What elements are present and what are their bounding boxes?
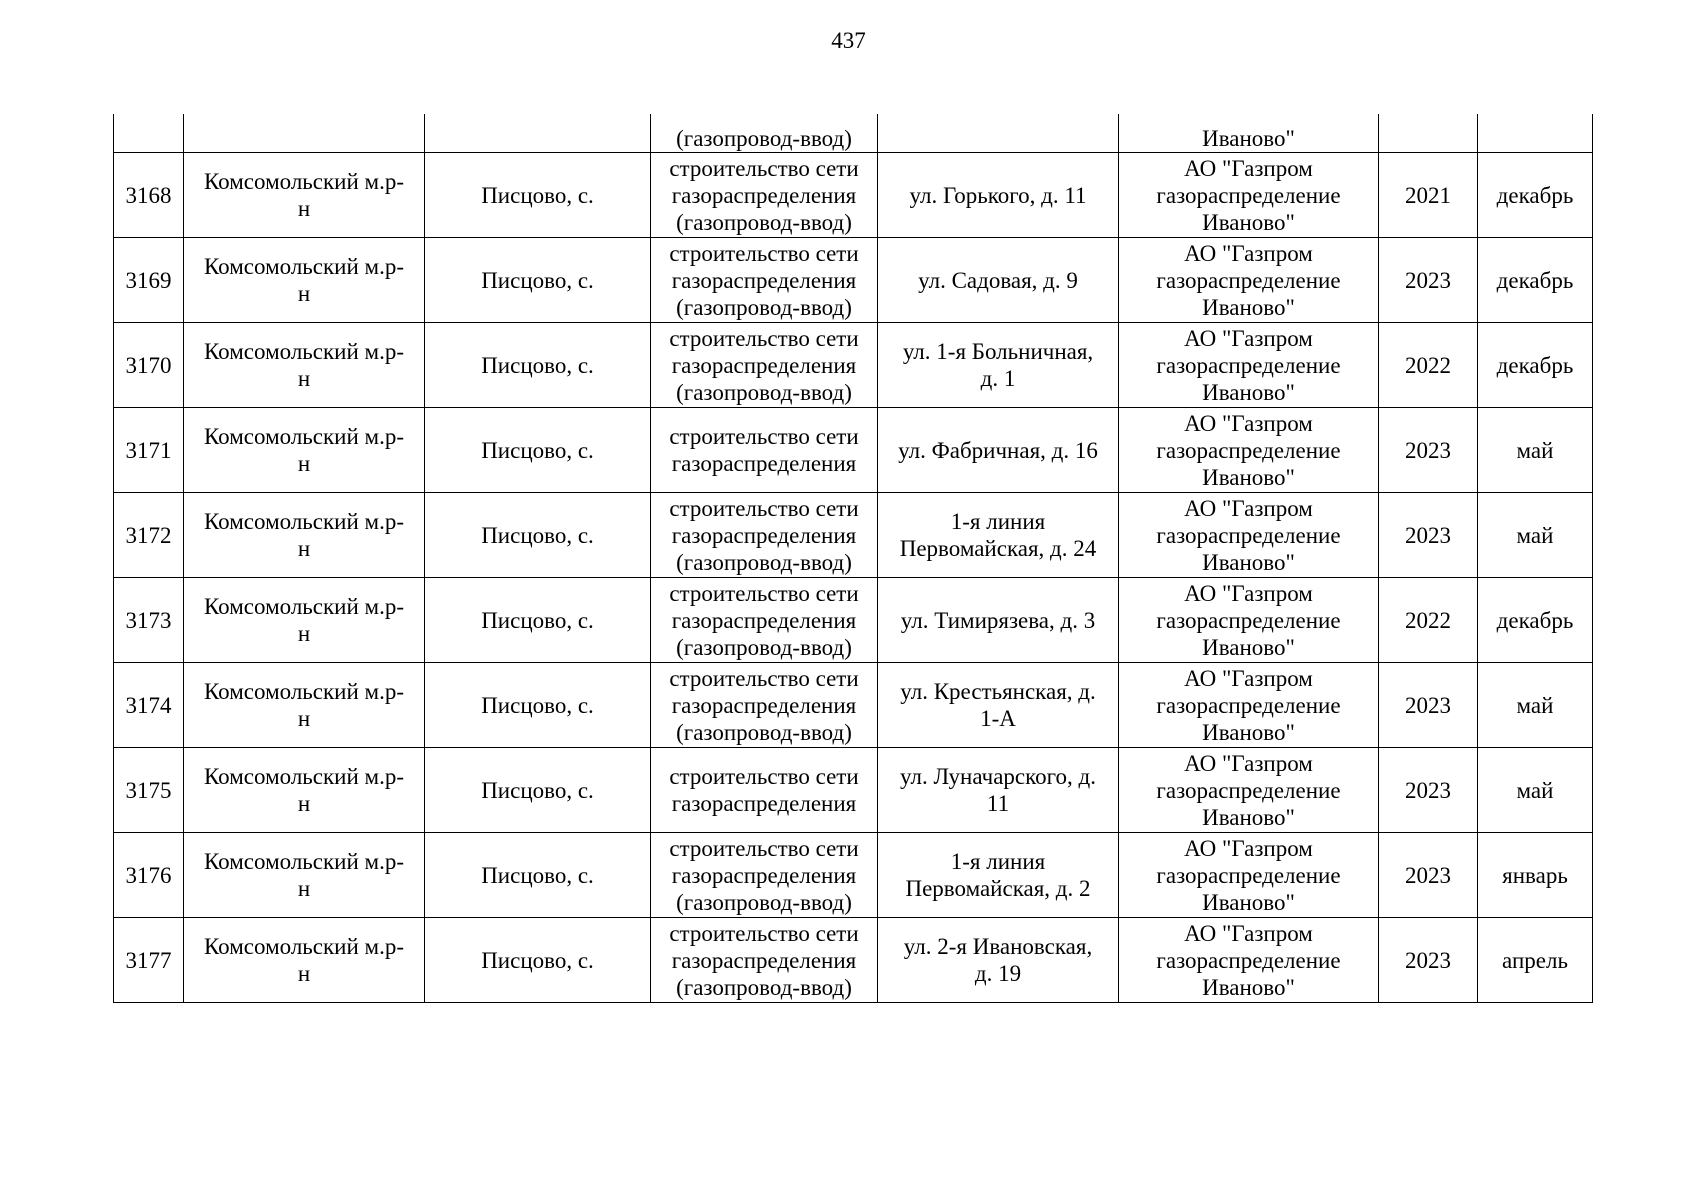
cell-org: [1119, 663, 1379, 748]
cell-district: [184, 493, 425, 578]
cell-address: [878, 153, 1119, 238]
cell-address: [878, 114, 1119, 153]
cell-district-line: н: [297, 791, 311, 816]
cell-district-line: н: [297, 706, 311, 731]
cell-district-line: н: [297, 536, 311, 561]
cell-locality: Писцово, с.: [425, 918, 651, 1003]
cell-org-line: газораспределение: [1156, 947, 1341, 973]
cell-work-line: строительство сети: [669, 240, 859, 266]
gas-distribution-table: [113, 114, 1593, 1003]
cell-org-line: Иваново": [1202, 549, 1295, 575]
cell-address-line: д. 19: [974, 961, 1022, 986]
cell-year: [1379, 114, 1478, 153]
cell-month: декабрь: [1478, 578, 1593, 663]
cell-locality: Писцово, с.: [425, 238, 651, 323]
cell-org: [1119, 238, 1379, 323]
cell-org-line: АО "Газпром: [1184, 240, 1313, 266]
cell-district: [184, 323, 425, 408]
cell-work-line: газораспределения: [671, 352, 857, 378]
cell-org-line: газораспределение: [1156, 352, 1341, 378]
cell-org-line: газораспределение: [1156, 692, 1341, 718]
table-row: [114, 748, 1593, 833]
cell-district-line: Комсомольский м.р-: [203, 849, 404, 874]
cell-district: [184, 578, 425, 663]
cell-district-line: н: [297, 876, 311, 901]
table-body: [114, 114, 1593, 1003]
cell-num: 3168: [114, 153, 184, 238]
cell-org-line: Иваново": [1202, 974, 1295, 1000]
cell-month: апрель: [1478, 918, 1593, 1003]
cell-num: 3175: [114, 748, 184, 833]
cell-district: [184, 748, 425, 833]
table-row: [114, 238, 1593, 323]
cell-org-line: газораспределение: [1156, 522, 1341, 548]
cell-district: [184, 663, 425, 748]
cell-work: [651, 663, 878, 748]
cell-org-line: АО "Газпром: [1184, 750, 1313, 776]
cell-work-line: газораспределения: [671, 947, 857, 973]
cell-num: 3170: [114, 323, 184, 408]
cell-address: [878, 238, 1119, 323]
cell-year: 2023: [1379, 238, 1478, 323]
cell-address-line: 1-я линия: [950, 509, 1046, 534]
cell-work-line: строительство сети: [669, 325, 859, 351]
cell-address-line: ул. Тимирязева, д. 3: [900, 607, 1096, 633]
cell-org-line: Иваново": [1202, 719, 1295, 745]
table-row: [114, 833, 1593, 918]
cell-work-line: (газопровод-ввод): [676, 294, 852, 320]
cell-month: январь: [1478, 833, 1593, 918]
cell-org-line: газораспределение: [1156, 267, 1341, 293]
cell-month: [1478, 114, 1593, 153]
cell-work-line: (газопровод-ввод): [676, 209, 852, 235]
cell-district-line: н: [297, 961, 311, 986]
cell-work: [651, 238, 878, 323]
cell-org: [1119, 748, 1379, 833]
cell-year: 2021: [1379, 153, 1478, 238]
cell-work-line: газораспределения: [671, 791, 857, 816]
cell-address-line: ул. Луначарского, д.: [900, 764, 1096, 789]
cell-district-line: Комсомольский м.р-: [203, 169, 404, 194]
cell-district: [184, 238, 425, 323]
cell-address-line: 1-А: [980, 706, 1016, 731]
cell-year: 2022: [1379, 323, 1478, 408]
cell-org-line: газораспределение: [1156, 777, 1341, 803]
cell-work-line: (газопровод-ввод): [676, 634, 852, 660]
cell-month: май: [1478, 663, 1593, 748]
cell-address-line: д. 1: [980, 366, 1016, 391]
cell-work-line: газораспределения: [671, 692, 857, 718]
cell-district-line: н: [297, 366, 311, 391]
cell-district-line: Комсомольский м.р-: [203, 594, 404, 619]
cell-work: [651, 578, 878, 663]
cell-locality: Писцово, с.: [425, 408, 651, 493]
cell-org: [1119, 833, 1379, 918]
cell-year: 2022: [1379, 578, 1478, 663]
cell-org-line: Иваново": [1202, 379, 1295, 405]
cell-address: [878, 493, 1119, 578]
cell-work: [651, 153, 878, 238]
cell-org-line: АО "Газпром: [1184, 325, 1313, 351]
cell-org-line: АО "Газпром: [1184, 495, 1313, 521]
cell-work: [651, 493, 878, 578]
table-row: [114, 153, 1593, 238]
cell-work-line: (газопровод-ввод): [676, 126, 852, 151]
cell-work-line: (газопровод-ввод): [676, 549, 852, 575]
page-number: 437: [831, 28, 866, 53]
cell-org-line: Иваново": [1202, 804, 1295, 830]
cell-locality: Писцово, с.: [425, 748, 651, 833]
cell-num: 3177: [114, 918, 184, 1003]
cell-address-line: ул. Горького, д. 11: [909, 182, 1087, 208]
cell-address-line: ул. Крестьянская, д.: [900, 679, 1096, 704]
cell-address-line: Первомайская, д. 24: [899, 536, 1097, 561]
cell-address-line: ул. 2-я Ивановская,: [903, 934, 1093, 959]
cell-locality: Писцово, с.: [425, 578, 651, 663]
cell-work-line: строительство сети: [669, 665, 859, 691]
cell-locality: Писцово, с.: [425, 663, 651, 748]
cell-address-line: ул. Фабричная, д. 16: [898, 437, 1098, 463]
cell-work-line: газораспределения: [671, 267, 857, 293]
cell-address: [878, 833, 1119, 918]
table-row: [114, 663, 1593, 748]
cell-work-line: строительство сети: [669, 155, 859, 181]
cell-org: [1119, 918, 1379, 1003]
cell-district-line: Комсомольский м.р-: [203, 339, 404, 364]
cell-org-line: газораспределение: [1156, 607, 1341, 633]
cell-address-line: ул. 1-я Больничная,: [902, 339, 1094, 364]
table-row: [114, 578, 1593, 663]
cell-district-line: Комсомольский м.р-: [203, 934, 404, 959]
cell-year: 2023: [1379, 663, 1478, 748]
table-row-continuation: [114, 114, 1593, 153]
cell-work-line: строительство сети: [669, 424, 859, 449]
cell-district-line: Комсомольский м.р-: [203, 509, 404, 534]
cell-org-line: газораспределение: [1156, 437, 1341, 463]
cell-address: [878, 663, 1119, 748]
cell-address: [878, 748, 1119, 833]
cell-org-line: АО "Газпром: [1184, 155, 1313, 181]
cell-num: 3169: [114, 238, 184, 323]
cell-year: 2023: [1379, 833, 1478, 918]
cell-org-line: газораспределение: [1156, 862, 1341, 888]
cell-num: 3174: [114, 663, 184, 748]
cell-district-line: н: [297, 451, 311, 476]
cell-work: [651, 833, 878, 918]
cell-year: 2023: [1379, 748, 1478, 833]
cell-locality: Писцово, с.: [425, 833, 651, 918]
cell-district: [184, 833, 425, 918]
cell-org-line: газораспределение: [1156, 182, 1341, 208]
cell-month: декабрь: [1478, 323, 1593, 408]
cell-address: [878, 578, 1119, 663]
cell-work-line: (газопровод-ввод): [676, 889, 852, 915]
cell-district-line: Комсомольский м.р-: [203, 764, 404, 789]
cell-org-line: АО "Газпром: [1184, 920, 1313, 946]
cell-work-line: строительство сети: [669, 920, 859, 946]
table-row: [114, 493, 1593, 578]
cell-work-line: строительство сети: [669, 580, 859, 606]
cell-district: [184, 153, 425, 238]
cell-locality: Писцово, с.: [425, 323, 651, 408]
cell-org: [1119, 153, 1379, 238]
cell-num: [114, 114, 184, 153]
cell-num: 3176: [114, 833, 184, 918]
cell-num: 3172: [114, 493, 184, 578]
cell-num: 3171: [114, 408, 184, 493]
cell-month: декабрь: [1478, 238, 1593, 323]
table-row: [114, 918, 1593, 1003]
cell-address-line: ул. Садовая, д. 9: [918, 267, 1078, 293]
cell-work-line: строительство сети: [669, 764, 859, 789]
cell-district-line: н: [297, 281, 311, 306]
cell-work-line: газораспределения: [671, 451, 857, 476]
cell-org-line: Иваново": [1202, 209, 1295, 235]
cell-address: [878, 918, 1119, 1003]
cell-address: [878, 323, 1119, 408]
cell-org-line: Иваново": [1202, 464, 1295, 490]
cell-year: 2023: [1379, 918, 1478, 1003]
cell-address-line: Первомайская, д. 2: [905, 876, 1091, 901]
table-row: [114, 323, 1593, 408]
cell-work-line: (газопровод-ввод): [676, 379, 852, 405]
cell-org-line: Иваново": [1202, 126, 1295, 151]
cell-org-line: АО "Газпром: [1184, 665, 1313, 691]
table-row: [114, 408, 1593, 493]
cell-work: [651, 323, 878, 408]
cell-district: [184, 114, 425, 153]
cell-work-line: строительство сети: [669, 495, 859, 521]
cell-org-line: Иваново": [1202, 889, 1295, 915]
cell-work: [651, 408, 878, 493]
cell-work: [651, 918, 878, 1003]
cell-locality: [425, 114, 651, 153]
cell-org: [1119, 408, 1379, 493]
cell-month: декабрь: [1478, 153, 1593, 238]
cell-month: май: [1478, 408, 1593, 493]
cell-district: [184, 918, 425, 1003]
cell-locality: Писцово, с.: [425, 153, 651, 238]
cell-district-line: Комсомольский м.р-: [203, 679, 404, 704]
cell-year: 2023: [1379, 408, 1478, 493]
cell-org-line: АО "Газпром: [1184, 835, 1313, 861]
cell-work-line: строительство сети: [669, 835, 859, 861]
cell-work-line: газораспределения: [671, 182, 857, 208]
cell-district: [184, 408, 425, 493]
cell-district-line: н: [297, 621, 311, 646]
cell-org: [1119, 578, 1379, 663]
cell-org: [1119, 114, 1379, 153]
cell-work-line: газораспределения: [671, 522, 857, 548]
cell-org-line: АО "Газпром: [1184, 580, 1313, 606]
cell-year: 2023: [1379, 493, 1478, 578]
cell-district-line: Комсомольский м.р-: [203, 254, 404, 279]
cell-address: [878, 408, 1119, 493]
cell-address-line: 11: [986, 791, 1010, 816]
cell-org-line: Иваново": [1202, 294, 1295, 320]
cell-month: май: [1478, 748, 1593, 833]
cell-work-line: газораспределения: [671, 607, 857, 633]
cell-work-line: (газопровод-ввод): [676, 719, 852, 745]
cell-locality: Писцово, с.: [425, 493, 651, 578]
cell-num: 3173: [114, 578, 184, 663]
cell-org-line: АО "Газпром: [1184, 410, 1313, 436]
cell-org-line: Иваново": [1202, 634, 1295, 660]
cell-work: [651, 114, 878, 153]
cell-work: [651, 748, 878, 833]
cell-work-line: газораспределения: [671, 862, 857, 888]
cell-district-line: н: [297, 196, 311, 221]
cell-org: [1119, 493, 1379, 578]
cell-month: май: [1478, 493, 1593, 578]
cell-district-line: Комсомольский м.р-: [203, 424, 404, 449]
cell-org: [1119, 323, 1379, 408]
cell-work-line: (газопровод-ввод): [676, 974, 852, 1000]
cell-address-line: 1-я линия: [950, 849, 1046, 874]
